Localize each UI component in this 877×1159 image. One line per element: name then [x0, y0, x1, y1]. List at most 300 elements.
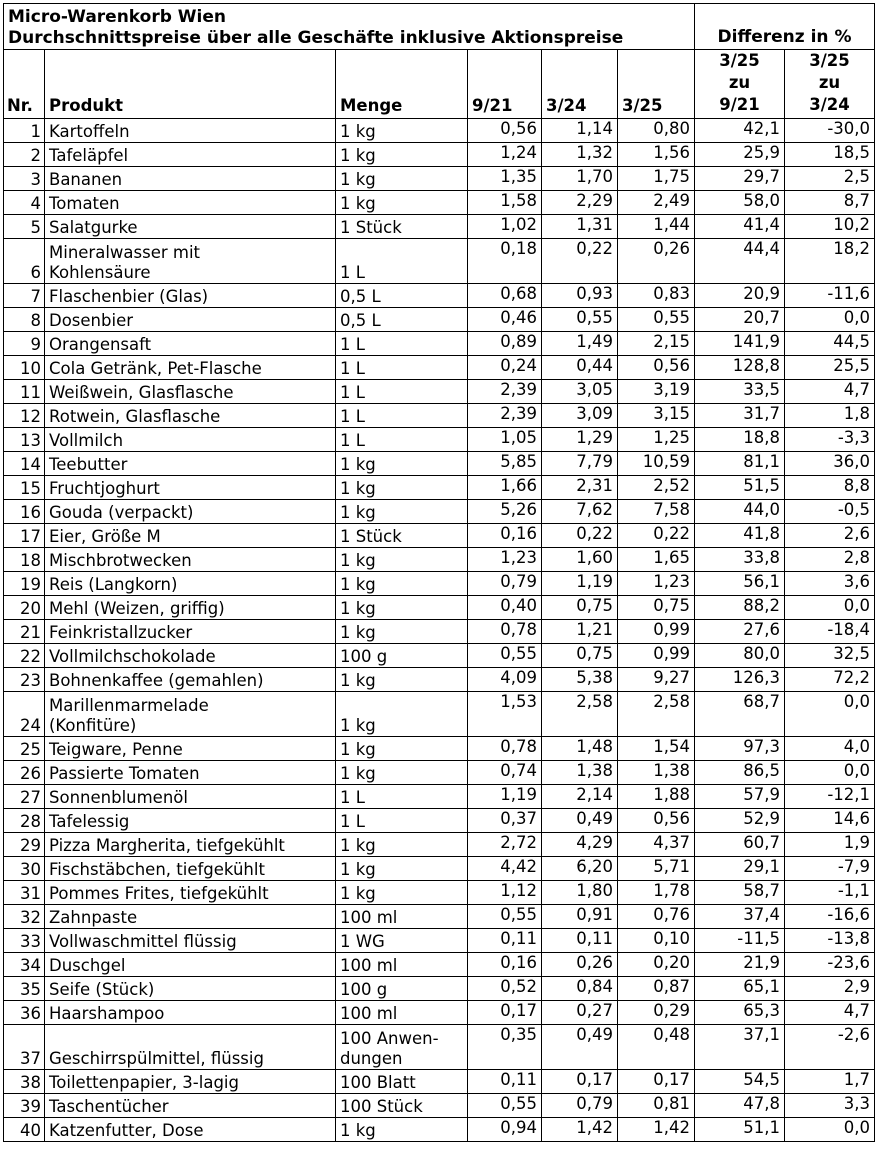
- price-9-21: 1,24: [468, 143, 542, 167]
- table-row: [4, 1094, 875, 1118]
- price-3-24: 0,79: [542, 1094, 618, 1118]
- price-9-21: 4,42: [468, 857, 542, 881]
- product-name-line: Tomaten: [49, 194, 120, 213]
- quantity-line: 0,5 L: [340, 287, 381, 306]
- product-name: [45, 404, 336, 428]
- quantity-line: 1 kg: [340, 146, 376, 165]
- row-number: 7: [4, 284, 45, 308]
- row-number: 18: [4, 548, 45, 572]
- col-header-9-21: 9/21: [468, 50, 542, 119]
- price-3-24: 0,22: [542, 524, 618, 548]
- price-3-25: 2,49: [618, 191, 695, 215]
- product-name: [45, 833, 336, 857]
- row-number: 4: [4, 191, 45, 215]
- price-3-24: 7,79: [542, 452, 618, 476]
- diff-3-25-vs-3-24: -12,1: [785, 785, 875, 809]
- price-3-24: 1,31: [542, 215, 618, 239]
- quantity: [336, 308, 468, 332]
- diff-3-25-vs-3-24: 3,3: [785, 1094, 875, 1118]
- price-3-25: 1,42: [618, 1118, 695, 1142]
- table-row: [4, 737, 875, 761]
- row-number: 17: [4, 524, 45, 548]
- price-3-24: 0,55: [542, 308, 618, 332]
- product-name-line: Zahnpaste: [49, 908, 138, 927]
- quantity-line: 1 L: [340, 335, 365, 354]
- price-3-24: 2,29: [542, 191, 618, 215]
- diff-3-25-vs-9-21: 126,3: [695, 668, 785, 692]
- product-name-line: Vollmilchschokolade: [49, 647, 216, 666]
- diff-3-25-vs-9-21: 33,5: [695, 380, 785, 404]
- quantity: [336, 452, 468, 476]
- price-3-24: 1,49: [542, 332, 618, 356]
- price-3-24: 1,38: [542, 761, 618, 785]
- product-name-line: Teigware, Penne: [49, 740, 183, 759]
- product-name: [45, 215, 336, 239]
- quantity-line: 1 kg: [340, 551, 376, 570]
- price-9-21: 2,72: [468, 833, 542, 857]
- product-name-line: Bohnenkaffee (gemahlen): [49, 671, 264, 690]
- product-name-line: Dosenbier: [49, 311, 133, 330]
- price-3-24: 1,60: [542, 548, 618, 572]
- price-3-24: 0,44: [542, 356, 618, 380]
- price-3-24: 0,17: [542, 1070, 618, 1094]
- diff-3-25-vs-3-24: -16,6: [785, 905, 875, 929]
- table-row: [4, 332, 875, 356]
- quantity-line: 1 Stück: [340, 218, 402, 237]
- price-9-21: 0,89: [468, 332, 542, 356]
- table-row: [4, 1070, 875, 1094]
- price-9-21: 1,12: [468, 881, 542, 905]
- quantity: [336, 1001, 468, 1025]
- product-name: [45, 620, 336, 644]
- price-3-25: 0,83: [618, 284, 695, 308]
- quantity: [336, 143, 468, 167]
- price-9-21: 2,39: [468, 380, 542, 404]
- product-name: [45, 428, 336, 452]
- product-name-line: Pizza Margherita, tiefgekühlt: [49, 836, 285, 855]
- quantity: [336, 548, 468, 572]
- quantity-line: 1 kg: [340, 575, 376, 594]
- col-header-produkt: Produkt: [45, 50, 336, 119]
- price-3-24: 1,48: [542, 737, 618, 761]
- product-name-line: Weißwein, Glasflasche: [49, 383, 234, 402]
- price-9-21: 0,55: [468, 905, 542, 929]
- col-header-menge: Menge: [336, 50, 468, 119]
- quantity-line: 1 WG: [340, 932, 385, 951]
- quantity: [336, 191, 468, 215]
- price-3-24: 0,11: [542, 929, 618, 953]
- quantity-line: 100 g: [340, 647, 388, 666]
- diff-3-25-vs-3-24: 0,0: [785, 308, 875, 332]
- price-9-21: 1,02: [468, 215, 542, 239]
- quantity-line: 1 kg: [340, 740, 376, 759]
- product-name: [45, 953, 336, 977]
- price-3-24: 0,93: [542, 284, 618, 308]
- quantity-line: 100 Blatt: [340, 1073, 416, 1092]
- price-3-24: 0,49: [542, 809, 618, 833]
- product-name: [45, 809, 336, 833]
- quantity: [336, 167, 468, 191]
- diff-3-25-vs-9-21: 58,7: [695, 881, 785, 905]
- quantity: [336, 476, 468, 500]
- table-row: [4, 857, 875, 881]
- price-3-25: 3,19: [618, 380, 695, 404]
- price-3-24: 1,32: [542, 143, 618, 167]
- price-3-24: 1,70: [542, 167, 618, 191]
- price-9-21: 5,85: [468, 452, 542, 476]
- price-9-21: 0,79: [468, 572, 542, 596]
- diff-3-25-vs-9-21: 86,5: [695, 761, 785, 785]
- table-row: [4, 1001, 875, 1025]
- diff-3-25-vs-3-24: -13,8: [785, 929, 875, 953]
- quantity-line: 1 kg: [340, 1121, 376, 1140]
- quantity-line: dungen: [340, 1049, 403, 1068]
- diff-3-25-vs-9-21: 31,7: [695, 404, 785, 428]
- quantity: [336, 1094, 468, 1118]
- product-name-line: Flaschenbier (Glas): [49, 287, 209, 306]
- product-name-line: Fruchtjoghurt: [49, 479, 160, 498]
- product-name: [45, 191, 336, 215]
- col-header-nr: Nr.: [4, 50, 45, 119]
- row-number: 35: [4, 977, 45, 1001]
- quantity-line: 100 ml: [340, 956, 398, 975]
- price-3-24: 0,91: [542, 905, 618, 929]
- product-name-line: Mehl (Weizen, griffig): [49, 599, 225, 618]
- price-3-25: 0,87: [618, 977, 695, 1001]
- diff-3-25-vs-3-24: 0,0: [785, 1118, 875, 1142]
- product-name-line: Salatgurke: [49, 218, 138, 237]
- price-3-24: 2,31: [542, 476, 618, 500]
- price-3-25: 9,27: [618, 668, 695, 692]
- product-name-line: Feinkristallzucker: [49, 623, 193, 642]
- diff-3-25-vs-9-21: 29,1: [695, 857, 785, 881]
- row-number: 28: [4, 809, 45, 833]
- diff-3-25-vs-3-24: 3,6: [785, 572, 875, 596]
- table-row: [4, 620, 875, 644]
- table-row: [4, 644, 875, 668]
- col-header-diff-9-21: [695, 50, 785, 119]
- quantity-line: 100 Anwen-: [340, 1029, 439, 1048]
- col-header-3-25: 3/25: [618, 50, 695, 119]
- table-row: [4, 1025, 875, 1070]
- diff1-line-2: zu: [728, 73, 751, 92]
- quantity-line: 100 ml: [340, 1004, 398, 1023]
- title-cell: [4, 4, 695, 50]
- diff-3-25-vs-3-24: 72,2: [785, 668, 875, 692]
- row-number: 8: [4, 308, 45, 332]
- diff-3-25-vs-9-21: 33,8: [695, 548, 785, 572]
- price-9-21: 1,23: [468, 548, 542, 572]
- table-row: [4, 476, 875, 500]
- product-name: [45, 644, 336, 668]
- row-number: 11: [4, 380, 45, 404]
- table-row: [4, 167, 875, 191]
- diff-3-25-vs-3-24: 36,0: [785, 452, 875, 476]
- diff-3-25-vs-3-24: -11,6: [785, 284, 875, 308]
- diff-3-25-vs-9-21: 44,0: [695, 500, 785, 524]
- table-row: [4, 929, 875, 953]
- table-row: [4, 761, 875, 785]
- price-3-24: 1,14: [542, 119, 618, 143]
- diff-3-25-vs-9-21: 141,9: [695, 332, 785, 356]
- diff-3-25-vs-9-21: 44,4: [695, 239, 785, 284]
- diff-3-25-vs-9-21: 52,9: [695, 809, 785, 833]
- price-3-25: 1,54: [618, 737, 695, 761]
- quantity: [336, 785, 468, 809]
- diff-3-25-vs-9-21: 21,9: [695, 953, 785, 977]
- row-number: 22: [4, 644, 45, 668]
- diff-3-25-vs-3-24: 14,6: [785, 809, 875, 833]
- quantity: [336, 857, 468, 881]
- diff-3-25-vs-9-21: 41,4: [695, 215, 785, 239]
- product-name: [45, 332, 336, 356]
- diff-3-25-vs-9-21: 51,1: [695, 1118, 785, 1142]
- quantity: [336, 1025, 468, 1070]
- quantity-line: 1 L: [340, 812, 365, 831]
- price-9-21: 0,11: [468, 929, 542, 953]
- diff-3-25-vs-3-24: 0,0: [785, 692, 875, 737]
- product-name: [45, 1094, 336, 1118]
- diff-3-25-vs-9-21: 58,0: [695, 191, 785, 215]
- diff-3-25-vs-9-21: 80,0: [695, 644, 785, 668]
- price-3-25: 2,15: [618, 332, 695, 356]
- quantity-line: 0,5 L: [340, 311, 381, 330]
- price-3-25: 1,78: [618, 881, 695, 905]
- product-name-line: Gouda (verpackt): [49, 503, 194, 522]
- product-name-line: Pommes Frites, tiefgekühlt: [49, 884, 269, 903]
- row-number: 34: [4, 953, 45, 977]
- table-body: [4, 119, 875, 1142]
- table-row: [4, 692, 875, 737]
- product-name-line: Marillenmarmelade: [49, 696, 209, 715]
- price-3-24: 1,42: [542, 1118, 618, 1142]
- price-9-21: 1,66: [468, 476, 542, 500]
- price-9-21: 0,94: [468, 1118, 542, 1142]
- price-9-21: 0,52: [468, 977, 542, 1001]
- price-3-24: 4,29: [542, 833, 618, 857]
- diff-3-25-vs-3-24: 32,5: [785, 644, 875, 668]
- product-name: [45, 284, 336, 308]
- table-row: [4, 239, 875, 284]
- row-number: 37: [4, 1025, 45, 1070]
- price-3-25: 1,88: [618, 785, 695, 809]
- price-3-25: 0,26: [618, 239, 695, 284]
- table-row: [4, 452, 875, 476]
- price-9-21: 0,55: [468, 644, 542, 668]
- product-name: [45, 881, 336, 905]
- diff-3-25-vs-3-24: -23,6: [785, 953, 875, 977]
- price-9-21: 0,24: [468, 356, 542, 380]
- row-number: 38: [4, 1070, 45, 1094]
- diff-3-25-vs-9-21: 47,8: [695, 1094, 785, 1118]
- price-3-24: 0,22: [542, 239, 618, 284]
- price-3-25: 2,58: [618, 692, 695, 737]
- product-name-line: Sonnenblumenöl: [49, 788, 188, 807]
- product-name-line: Rotwein, Glasflasche: [49, 407, 221, 426]
- table-row: [4, 404, 875, 428]
- diff-3-25-vs-3-24: 2,9: [785, 977, 875, 1001]
- price-3-24: 1,19: [542, 572, 618, 596]
- product-name-line: Haarshampoo: [49, 1004, 165, 1023]
- quantity: [336, 929, 468, 953]
- quantity: [336, 500, 468, 524]
- price-9-21: 0,17: [468, 1001, 542, 1025]
- quantity: [336, 977, 468, 1001]
- product-name: [45, 668, 336, 692]
- quantity: [336, 644, 468, 668]
- diff-3-25-vs-3-24: 25,5: [785, 356, 875, 380]
- price-3-25: 0,17: [618, 1070, 695, 1094]
- product-name-line: (Konfitüre): [49, 716, 137, 735]
- price-3-24: 6,20: [542, 857, 618, 881]
- row-number: 2: [4, 143, 45, 167]
- product-name-line: Teebutter: [49, 455, 128, 474]
- quantity-line: 1 L: [340, 407, 365, 426]
- price-3-25: 4,37: [618, 833, 695, 857]
- quantity: [336, 620, 468, 644]
- quantity: [336, 356, 468, 380]
- quantity-line: 1 kg: [340, 599, 376, 618]
- price-3-25: 1,56: [618, 143, 695, 167]
- row-number: 24: [4, 692, 45, 737]
- product-name: [45, 737, 336, 761]
- quantity-line: 1 kg: [340, 122, 376, 141]
- price-3-25: 0,99: [618, 644, 695, 668]
- price-3-25: 0,56: [618, 356, 695, 380]
- price-3-24: 7,62: [542, 500, 618, 524]
- diff-3-25-vs-3-24: -2,6: [785, 1025, 875, 1070]
- price-3-24: 2,58: [542, 692, 618, 737]
- quantity: [336, 668, 468, 692]
- product-name: [45, 380, 336, 404]
- price-3-25: 3,15: [618, 404, 695, 428]
- product-name-line: Toilettenpapier, 3-lagig: [49, 1073, 239, 1092]
- table-row: [4, 500, 875, 524]
- product-name: [45, 119, 336, 143]
- table-row: [4, 356, 875, 380]
- product-name: [45, 167, 336, 191]
- product-name: [45, 524, 336, 548]
- quantity-line: 1 kg: [340, 716, 376, 735]
- product-name: [45, 476, 336, 500]
- diff-3-25-vs-9-21: 65,1: [695, 977, 785, 1001]
- table-row: [4, 308, 875, 332]
- quantity-line: 1 L: [340, 431, 365, 450]
- price-9-21: 0,11: [468, 1070, 542, 1094]
- quantity-line: 100 g: [340, 980, 388, 999]
- price-3-25: 0,55: [618, 308, 695, 332]
- product-name-line: Tafelessig: [49, 812, 130, 831]
- product-name: [45, 761, 336, 785]
- diff-3-25-vs-3-24: 18,5: [785, 143, 875, 167]
- price-9-21: 0,56: [468, 119, 542, 143]
- quantity-line: 1 L: [340, 359, 365, 378]
- quantity: [336, 119, 468, 143]
- diff-3-25-vs-3-24: 44,5: [785, 332, 875, 356]
- row-number: 25: [4, 737, 45, 761]
- table-subtitle: Durchschnittspreise über alle Geschäfte inklusive Aktionspreise: [8, 28, 624, 48]
- price-table: [3, 3, 875, 1142]
- quantity: [336, 737, 468, 761]
- price-3-24: 0,27: [542, 1001, 618, 1025]
- table-row: [4, 881, 875, 905]
- product-name-line: Kohlensäure: [49, 263, 151, 282]
- diff-3-25-vs-9-21: 57,9: [695, 785, 785, 809]
- row-number: 1: [4, 119, 45, 143]
- price-9-21: 1,05: [468, 428, 542, 452]
- quantity: [336, 596, 468, 620]
- diff-3-25-vs-3-24: 2,6: [785, 524, 875, 548]
- price-3-25: 5,71: [618, 857, 695, 881]
- diff-3-25-vs-3-24: 2,8: [785, 548, 875, 572]
- row-number: 6: [4, 239, 45, 284]
- quantity: [336, 215, 468, 239]
- product-name-line: Bananen: [49, 170, 123, 189]
- quantity-line: 1 kg: [340, 455, 376, 474]
- price-3-24: 1,80: [542, 881, 618, 905]
- table-row: [4, 524, 875, 548]
- quantity: [336, 332, 468, 356]
- diff-3-25-vs-9-21: 27,6: [695, 620, 785, 644]
- diff-3-25-vs-9-21: 68,7: [695, 692, 785, 737]
- row-number: 20: [4, 596, 45, 620]
- quantity-line: 1 kg: [340, 764, 376, 783]
- price-3-24: 1,29: [542, 428, 618, 452]
- row-number: 32: [4, 905, 45, 929]
- quantity-line: 1 kg: [340, 860, 376, 879]
- product-name: [45, 500, 336, 524]
- product-name-line: Reis (Langkorn): [49, 575, 178, 594]
- diff2-line-1: 3/25: [809, 51, 850, 70]
- product-name: [45, 977, 336, 1001]
- product-name-line: Seife (Stück): [49, 980, 155, 999]
- price-3-24: 0,75: [542, 596, 618, 620]
- price-3-25: 7,58: [618, 500, 695, 524]
- price-3-25: 0,48: [618, 1025, 695, 1070]
- quantity: [336, 380, 468, 404]
- quantity-line: 100 ml: [340, 908, 398, 927]
- row-number: 16: [4, 500, 45, 524]
- quantity-line: 1 kg: [340, 479, 376, 498]
- product-name: [45, 356, 336, 380]
- price-3-25: 1,38: [618, 761, 695, 785]
- product-name-line: Duschgel: [49, 956, 126, 975]
- price-3-25: 1,65: [618, 548, 695, 572]
- diff-3-25-vs-3-24: -1,1: [785, 881, 875, 905]
- diff-3-25-vs-3-24: 10,2: [785, 215, 875, 239]
- price-3-25: 0,56: [618, 809, 695, 833]
- price-9-21: 0,35: [468, 1025, 542, 1070]
- row-number: 33: [4, 929, 45, 953]
- product-name-line: Orangensaft: [49, 335, 152, 354]
- diff-3-25-vs-3-24: -18,4: [785, 620, 875, 644]
- price-9-21: 0,18: [468, 239, 542, 284]
- product-name: [45, 692, 336, 737]
- row-number: 30: [4, 857, 45, 881]
- diff-3-25-vs-9-21: 37,4: [695, 905, 785, 929]
- diff-3-25-vs-3-24: -30,0: [785, 119, 875, 143]
- product-name-line: Geschirrspülmittel, flüssig: [49, 1049, 264, 1068]
- row-number: 15: [4, 476, 45, 500]
- diff-3-25-vs-9-21: 81,1: [695, 452, 785, 476]
- price-3-25: 10,59: [618, 452, 695, 476]
- diff-3-25-vs-9-21: 128,8: [695, 356, 785, 380]
- diff-3-25-vs-9-21: 25,9: [695, 143, 785, 167]
- price-3-24: 0,26: [542, 953, 618, 977]
- diff-3-25-vs-3-24: 8,8: [785, 476, 875, 500]
- row-number: 36: [4, 1001, 45, 1025]
- price-3-25: 0,22: [618, 524, 695, 548]
